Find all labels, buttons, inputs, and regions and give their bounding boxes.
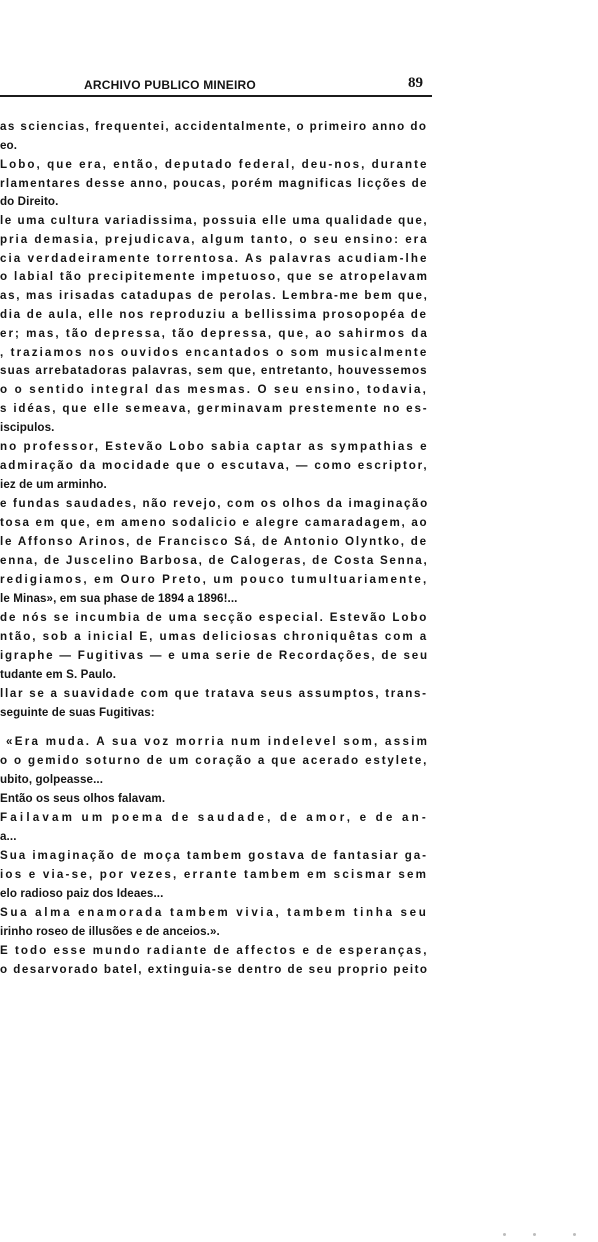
text-line: llar se a suavidade com que tratava seus assumptos, trans-	[0, 687, 428, 700]
text-line: o desarvorado batel, extinguia-se dentro de seu proprio peito	[0, 963, 429, 976]
text-line: «Era muda. A sua voz morria num indelevel som, assim	[6, 735, 430, 748]
text-line: redigiamos, em Ouro Preto, um pouco tumultuariamente,	[0, 573, 429, 586]
text-line: Lobo, que era, então, deputado federal, deu-nos, durante	[0, 158, 429, 171]
text-line: as sciencias, frequentei, accidentalmente, o primeiro anno do	[0, 120, 428, 133]
text-line: e fundas saudades, não revejo, com os olhos da imaginação	[0, 497, 429, 510]
scan-speck	[503, 1233, 506, 1236]
text-line: Então os seus olhos falavam.	[0, 792, 166, 805]
text-line: elo radioso paiz dos Ideaes...	[0, 887, 164, 900]
text-line: no professor, Estevão Lobo sabia captar as sympathias e	[0, 440, 429, 453]
text-line: o o sentido integral das mesmas. O seu ensino, todavia,	[0, 383, 429, 396]
text-line: E todo esse mundo radiante de affectos e de esperanças,	[0, 944, 429, 957]
text-line: Failavam um poema de saudade, de amor, e de an-	[0, 811, 429, 824]
text-line: igraphe — Fugitivas — e uma serie de Recordações, de seu	[0, 649, 429, 662]
text-line: dia de aula, elle nos reproduziu a bellissima prosopopéa de	[0, 308, 428, 321]
text-line: admiração da mocidade que o escutava, — como escriptor,	[0, 459, 429, 472]
text-line: s idéas, que elle semeava, germinavam prestemente no es-	[0, 402, 429, 415]
text-line: do Direito.	[0, 195, 59, 208]
text-line: tosa em que, em ameno sodalicio e alegre camaradagem, ao	[0, 516, 429, 529]
text-line: o o gemido soturno de um coração a que acerado estylete,	[0, 754, 429, 767]
text-line: ubito, golpeasse...	[0, 773, 104, 786]
text-line: ios e via-se, por vezes, errante tambem em scismar sem	[0, 868, 429, 881]
text-line: o labial tão precipitemente impetuoso, que se atropelavam	[0, 270, 429, 283]
text-line: de nós se incumbia de uma secção especial. Estevão Lobo	[0, 611, 429, 624]
text-line: , traziamos nos ouvidos encantados o som musicalmente	[0, 346, 429, 359]
text-line: tudante em S. Paulo.	[0, 668, 117, 681]
text-line: Sua imaginação de moça tambem gostava de fantasiar ga-	[0, 849, 428, 862]
text-line: iez de um arminho.	[0, 478, 107, 491]
text-line: rlamentares desse anno, poucas, porém magnificas licções de	[0, 177, 428, 190]
text-line: eo.	[0, 139, 18, 152]
text-line: seguinte de suas Fugitivas:	[0, 706, 155, 719]
text-line: cia verdadeiramente torrentosa. As palavras acudiam-lhe	[0, 252, 429, 265]
text-line: ntão, sob a inicial E, umas deliciosas chroniquêtas com a	[0, 630, 429, 643]
text-line: enna, de Juscelino Barbosa, de Calogeras, de Costa Senna,	[0, 554, 429, 567]
text-line: Sua alma enamorada tambem vivia, tambem tinha seu	[0, 906, 429, 919]
page-number: 89	[408, 75, 423, 91]
text-line: iscipulos.	[0, 421, 55, 434]
text-line: le Minas», em sua phase de 1894 a 1896!...	[0, 592, 238, 605]
text-line: pria demasia, prejudicava, algum tanto, o seu ensino: era	[0, 233, 429, 246]
running-title: ARCHIVO PUBLICO MINEIRO	[84, 78, 256, 92]
text-line: a...	[0, 830, 17, 843]
scan-speck	[533, 1233, 536, 1236]
header-rule	[0, 95, 432, 97]
text-line: as, mas irisadas catadupas de perolas. Lembra-me bem que,	[0, 289, 429, 302]
text-line: le Affonso Arinos, de Francisco Sá, de Antonio Olyntko, de	[0, 535, 428, 548]
text-line: irinho roseo de illusões e de anceios.».	[0, 925, 220, 938]
text-line: er; mas, tão depressa, tão depressa, que, ao sahirmos da	[0, 327, 429, 340]
scan-speck	[573, 1233, 576, 1236]
text-line: suas arrebatadoras palavras, sem que, entretanto, houvessemos	[0, 364, 428, 377]
text-line: le uma cultura variadissima, possuia elle uma qualidade que,	[0, 214, 429, 227]
